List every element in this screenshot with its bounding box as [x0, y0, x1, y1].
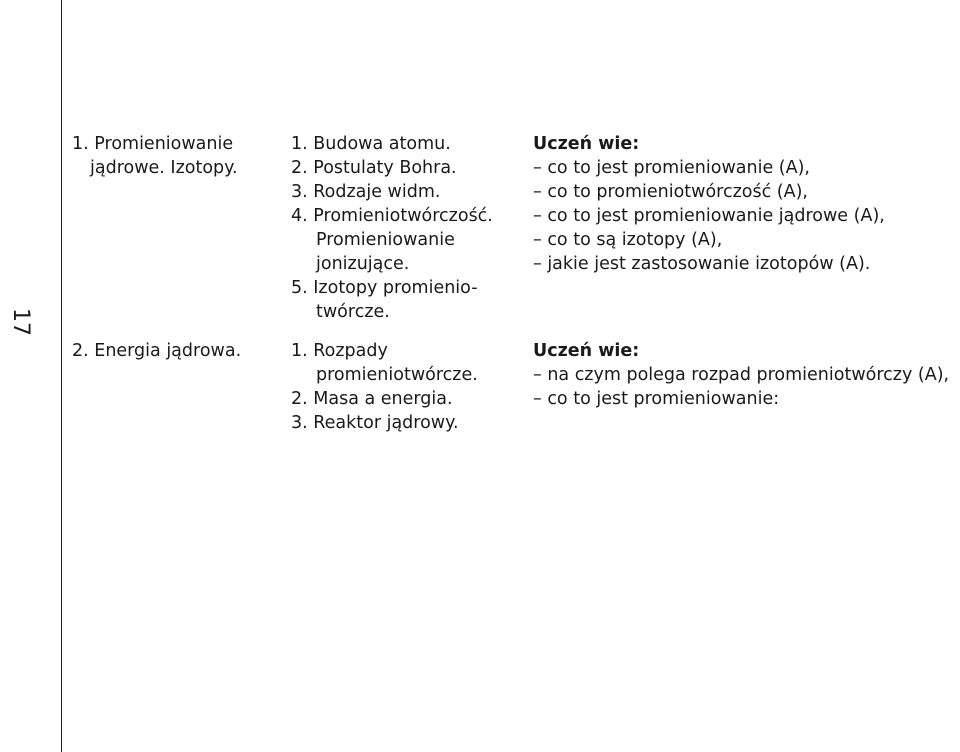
section-1-topic	[72, 132, 238, 180]
section-2-topic	[72, 339, 241, 363]
lesson-line: 2. Masa a energia.	[291, 389, 453, 409]
lesson-line: jonizujące.	[316, 254, 410, 274]
requirement-item: – co to jest promieniowanie:	[533, 389, 780, 409]
lesson-line: 5. Izotopy promienio-	[291, 278, 478, 298]
requirements-header: Uczeń wie:	[533, 134, 640, 154]
section-1-requirements	[533, 132, 885, 276]
lesson-line: Promieniowanie	[316, 230, 455, 250]
requirement-item: – co to jest promieniowanie jądrowe (A),	[533, 206, 885, 226]
requirements-header: Uczeń wie:	[533, 341, 640, 361]
lesson-line: 1. Rozpady	[291, 341, 388, 361]
vertical-margin-rule	[61, 0, 62, 752]
topic-line: 1. Promieniowanie	[72, 134, 234, 154]
requirement-item: – co to są izotopy (A),	[533, 230, 723, 250]
lesson-line: 4. Promieniotwórczość.	[291, 206, 493, 226]
section-2-lessons	[291, 339, 478, 435]
lesson-line: promieniotwórcze.	[316, 365, 478, 385]
page-number: 17	[8, 308, 33, 336]
requirement-item: – co to promieniotwórczość (A),	[533, 182, 808, 202]
section-1-lessons	[291, 132, 493, 324]
requirement-item: – na czym polega rozpad promieniotwórczy (A),	[533, 365, 950, 385]
requirement-item: – co to jest promieniowanie (A),	[533, 158, 810, 178]
lesson-line: 1. Budowa atomu.	[291, 134, 451, 154]
lesson-line: 2. Postulaty Bohra.	[291, 158, 457, 178]
topic-line: 2. Energia jądrowa.	[72, 341, 242, 361]
topic-line: jądrowe. Izotopy.	[90, 158, 238, 178]
section-2-requirements	[533, 339, 949, 411]
requirement-item: – jakie jest zastosowanie izotopów (A).	[533, 254, 871, 274]
lesson-line: twórcze.	[316, 302, 390, 322]
lesson-line: 3. Reaktor jądrowy.	[291, 413, 459, 433]
lesson-line: 3. Rodzaje widm.	[291, 182, 441, 202]
